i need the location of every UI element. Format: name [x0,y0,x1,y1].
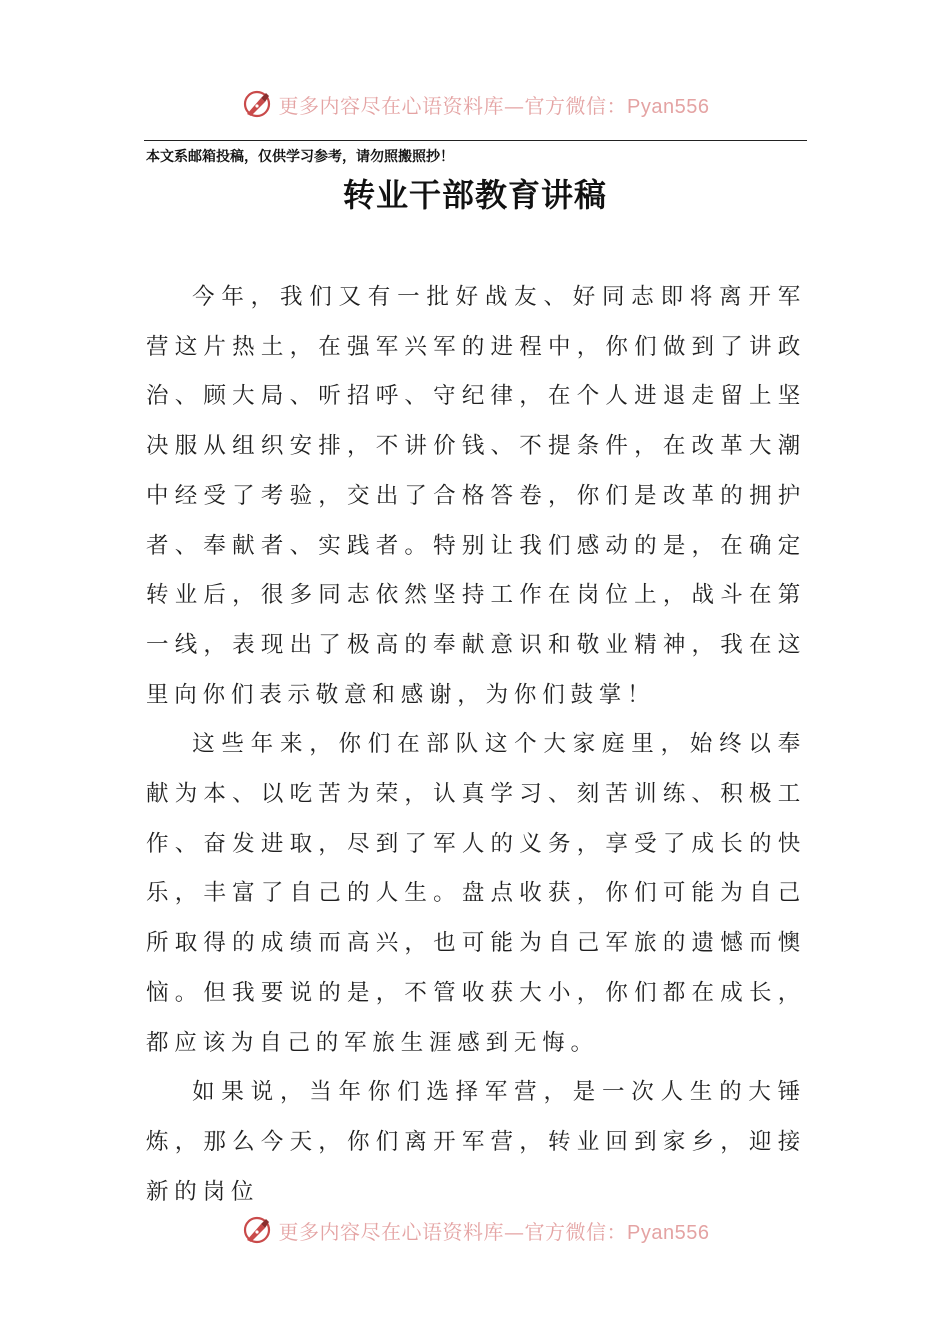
header-divider [144,140,807,141]
paragraph: 今年，我们又有一批好战友、好同志即将离开军营这片热土，在强军兴军的进程中，你们做到了讲政治、顾大局、听招呼、守纪律，在个人进退走留上坚决服从组织安排，不讲价钱、不提条件，在改革大潮中经受了考验，交出了合格答卷，你们是改革的拥护者、奉献者、实践者。特别让我们感动的是，在确定转业后，很多同志依然坚持工作在岗位上，战斗在第一线，表现出了极高的奉献意识和敬业精神，我在这里向你们表示敬意和感谢，为你们鼓掌！ [146,284,806,708]
pen-nib-logo-icon [241,88,273,120]
header-wechat-id: Pyan556 [627,95,710,118]
header-banner-text: 更多内容尽在心语资料库—官方微信：Pyan556 [278,93,710,118]
paragraph: 如果说，当年你们选择军营，是一次人生的大锤炼，那么今天，你们离开军营，转业回到家乡，迎接新的岗位 [146,1079,806,1205]
footer-banner [0,1208,950,1252]
header-banner [0,82,950,126]
pen-nib-logo-icon [241,1214,273,1246]
submission-notice: 本文系邮箱投稿，仅供学习参考，请勿照搬照抄！ [146,149,454,165]
footer-wechat-id: Pyan556 [627,1221,710,1244]
document-title: 转业干部教育讲稿 [342,176,607,214]
document-body [146,273,806,1217]
footer-banner-text: 更多内容尽在心语资料库—官方微信：Pyan556 [278,1219,710,1244]
paragraph: 这些年来，你们在部队这个大家庭里，始终以奉献为本、以吃苦为荣，认真学习、刻苦训练、积极工作、奋发进取，尽到了军人的义务，享受了成长的快乐，丰富了自己的人生。盘点收获，你们可能为自己所取得的成绩而高兴，也可能为自己军旅的遗憾而懊恼。但我要说的是，不管收获大小，你们都在成长，都应该为自己的军旅生涯感到无悔。 [146,731,806,1056]
